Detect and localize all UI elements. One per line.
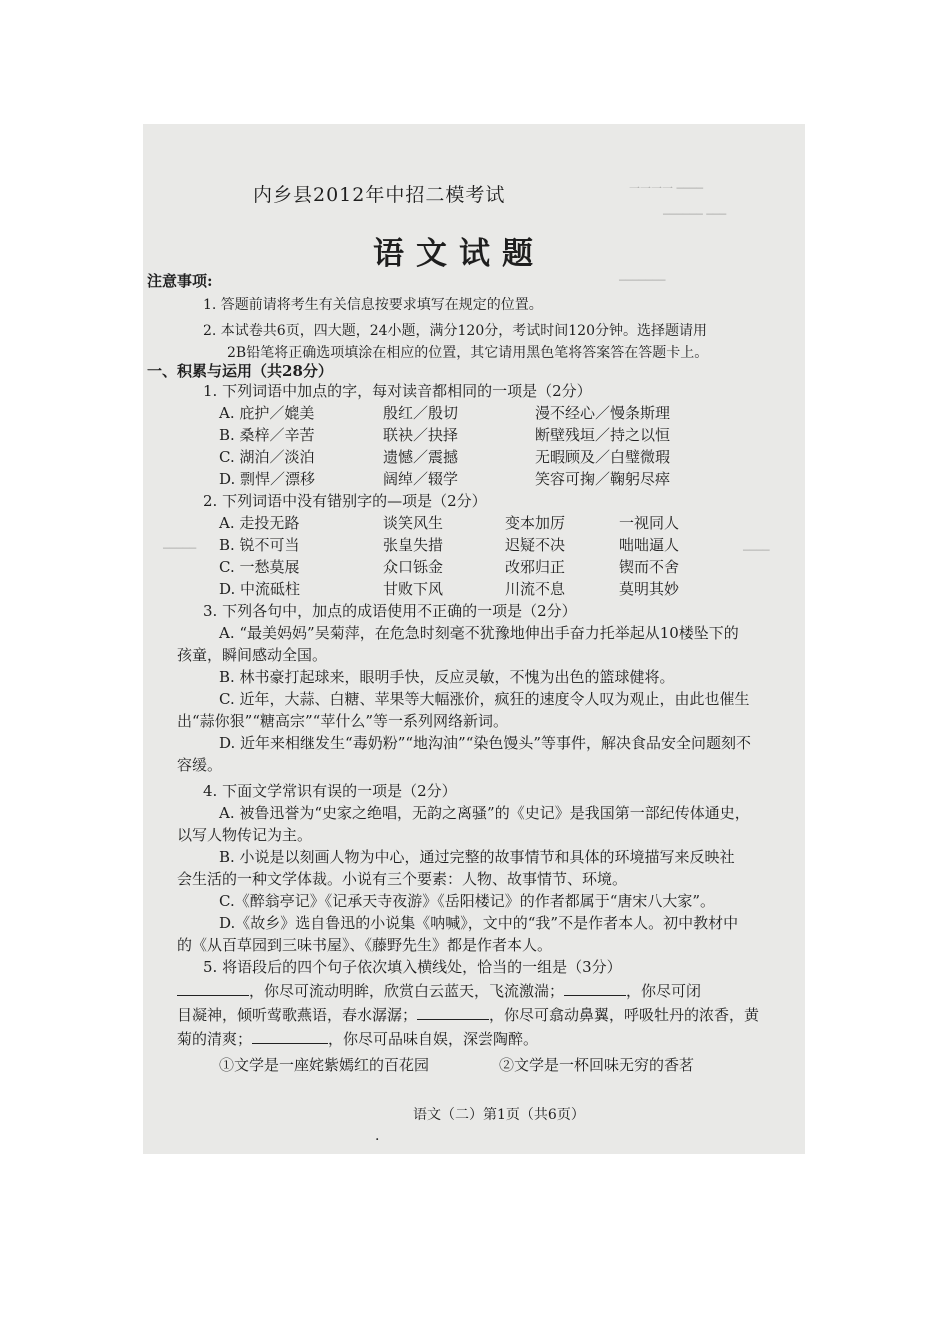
option-cell: B. 桑梓／辛苦 xyxy=(219,426,315,444)
question-stem: 3. 下列各句中，加点的成语使用不正确的一项是（2分） xyxy=(203,602,577,620)
option-cell: 甘败下风 xyxy=(383,580,444,598)
option-cell: 谈笑风生 xyxy=(383,514,444,532)
option-cell: 咄咄逼人 xyxy=(619,536,680,554)
question-stem: 1. 下列词语中加点的字，每对读音都相同的一项是（2分） xyxy=(203,382,592,400)
subject-title: 语文试题 xyxy=(373,236,545,272)
notice-item: 1. 答题前请将考生有关信息按要求填写在规定的位置。 xyxy=(203,297,543,313)
passage-text: ，你尽可流动明眸，欣赏白云蓝天，飞流激湍； xyxy=(249,982,565,1000)
passage-text: 目凝神，倾听莺歌燕语，春水潺潺； xyxy=(177,1006,418,1024)
option-cell: 变本加厉 xyxy=(505,514,566,532)
choice-sentence: ②文学是一杯回味无穷的香茗 xyxy=(499,1056,695,1074)
question-stem: 5. 将语段后的四个句子依次填入横线处，恰当的一组是（3分） xyxy=(203,958,622,976)
page-footer: 语文（二）第1页（共6页） xyxy=(413,1107,585,1123)
option-text: C. 近年，大蒜、白糖、苹果等大幅涨价，疯狂的速度令人叹为观止，由此也催生 xyxy=(219,690,750,708)
passage-text: ，你尽可翕动鼻翼，呼吸牡丹的浓香，黄 xyxy=(489,1006,760,1024)
notice-heading: 注意事项: xyxy=(147,272,213,290)
bleed-through-text: ────── ─── xyxy=(663,208,727,221)
option-cell: 一视同人 xyxy=(619,514,680,532)
bleed-through-text: ───── xyxy=(163,542,197,555)
option-text: 会生活的一种文学体裁。小说有三个要素：人物、故事情节、环境。 xyxy=(177,870,628,888)
option-text: B. 林书豪打起球来，眼明手快，反应灵敏，不愧为出色的篮球健将。 xyxy=(219,668,675,686)
option-text: C.《醉翁亭记》《记承天寺夜游》《岳阳楼记》的作者都属于“唐宋八大家”。 xyxy=(219,892,716,910)
option-cell: 联袂／抉择 xyxy=(383,426,459,444)
option-text: A. 被鲁迅誉为“史家之绝唱，无韵之离骚”的《史记》是我国第一部纪传体通史， xyxy=(219,804,750,822)
option-text: 出“蒜你狠”“糖高宗”“苹什么”等一系列网络新词。 xyxy=(177,712,509,730)
option-cell: D. 中流砥柱 xyxy=(219,580,301,598)
notice-item: 2. 本试卷共6页，四大题，24小题，满分120分，考试时间120分钟。选择题请用 xyxy=(203,323,707,339)
bleed-through-text: ──── xyxy=(743,544,770,557)
option-cell: 遗憾／震撼 xyxy=(383,448,459,466)
option-text: A. “最美妈妈”吴菊萍，在危急时刻毫不犹豫地伸出手奋力托举起从10楼坠下的 xyxy=(219,624,739,642)
bleed-through-text: ─────── xyxy=(619,274,666,287)
passage-line xyxy=(177,980,701,1001)
option-text: D.《故乡》选自鲁迅的小说集《呐喊》，文中的“我”不是作者本人。初中教材中 xyxy=(219,914,739,932)
option-text: 以写人物传记为主。 xyxy=(177,826,313,844)
option-cell: C. 湖泊／淡泊 xyxy=(219,448,315,466)
option-cell: D. 剽悍／漂移 xyxy=(219,470,316,488)
option-cell: 殷红／殷切 xyxy=(383,404,459,422)
choice-sentence: ①文学是一座姹紫嫣红的百花园 xyxy=(219,1056,430,1074)
question-stem: 2. 下列词语中没有错别字的—项是（2分） xyxy=(203,492,487,510)
section-heading: 一、积累与运用（共28分） xyxy=(147,362,333,380)
answer-blank[interactable] xyxy=(252,1029,328,1044)
answer-blank[interactable] xyxy=(177,981,249,996)
option-text: D. 近年来相继发生“毒奶粉”“地沟油”“染色馒头”等事件，解决食品安全问题刻不 xyxy=(219,734,752,752)
option-cell: 漫不经心／慢条斯理 xyxy=(535,404,671,422)
option-text: 的《从百草园到三味书屋》、《藤野先生》都是作者本人。 xyxy=(177,936,553,954)
option-cell: 川流不息 xyxy=(505,580,566,598)
option-cell: 锲而不舍 xyxy=(619,558,680,576)
option-text: B. 小说是以刻画人物为中心，通过完整的故事情节和具体的环境描写来反映社 xyxy=(219,848,735,866)
option-cell: 迟疑不决 xyxy=(505,536,566,554)
option-cell: 张皇失措 xyxy=(383,536,444,554)
option-cell: 阔绰／辍学 xyxy=(383,470,459,488)
exam-page xyxy=(143,124,805,1154)
option-cell: 众口铄金 xyxy=(383,558,444,576)
passage-line xyxy=(177,1004,759,1025)
page-dot: · xyxy=(375,1132,380,1148)
option-text: 孩童，瞬间感动全国。 xyxy=(177,646,328,664)
option-cell: B. 锐不可当 xyxy=(219,536,300,554)
option-cell: A. 庇护／媲美 xyxy=(219,404,315,422)
passage-text: 菊的清爽； xyxy=(177,1030,253,1048)
answer-blank[interactable] xyxy=(564,981,626,996)
option-cell: 断壁残垣／持之以恒 xyxy=(535,426,671,444)
bleed-through-text: 一一一一 ──── xyxy=(629,182,703,195)
passage-text: ，你尽可闭 xyxy=(626,982,702,1000)
option-cell: 笑容可掬／鞠躬尽瘁 xyxy=(535,470,671,488)
notice-item: 2B铅笔将正确选项填涂在相应的位置，其它请用黑色笔将答案答在答题卡上。 xyxy=(227,345,709,361)
option-cell: C. 一愁莫展 xyxy=(219,558,300,576)
question-stem: 4. 下面文学常识有误的一项是（2分） xyxy=(203,782,457,800)
exam-title: 内乡县2012年中招二模考试 xyxy=(253,184,506,206)
option-cell: A. 走投无路 xyxy=(219,514,300,532)
passage-text: ，你尽可品味自娱，深尝陶醉。 xyxy=(328,1030,539,1048)
option-cell: 莫明其妙 xyxy=(619,580,680,598)
option-text: 容缓。 xyxy=(177,756,223,774)
option-cell: 改邪归正 xyxy=(505,558,566,576)
answer-blank[interactable] xyxy=(417,1005,489,1020)
passage-line xyxy=(177,1028,538,1049)
option-cell: 无暇顾及／白璧微瑕 xyxy=(535,448,671,466)
